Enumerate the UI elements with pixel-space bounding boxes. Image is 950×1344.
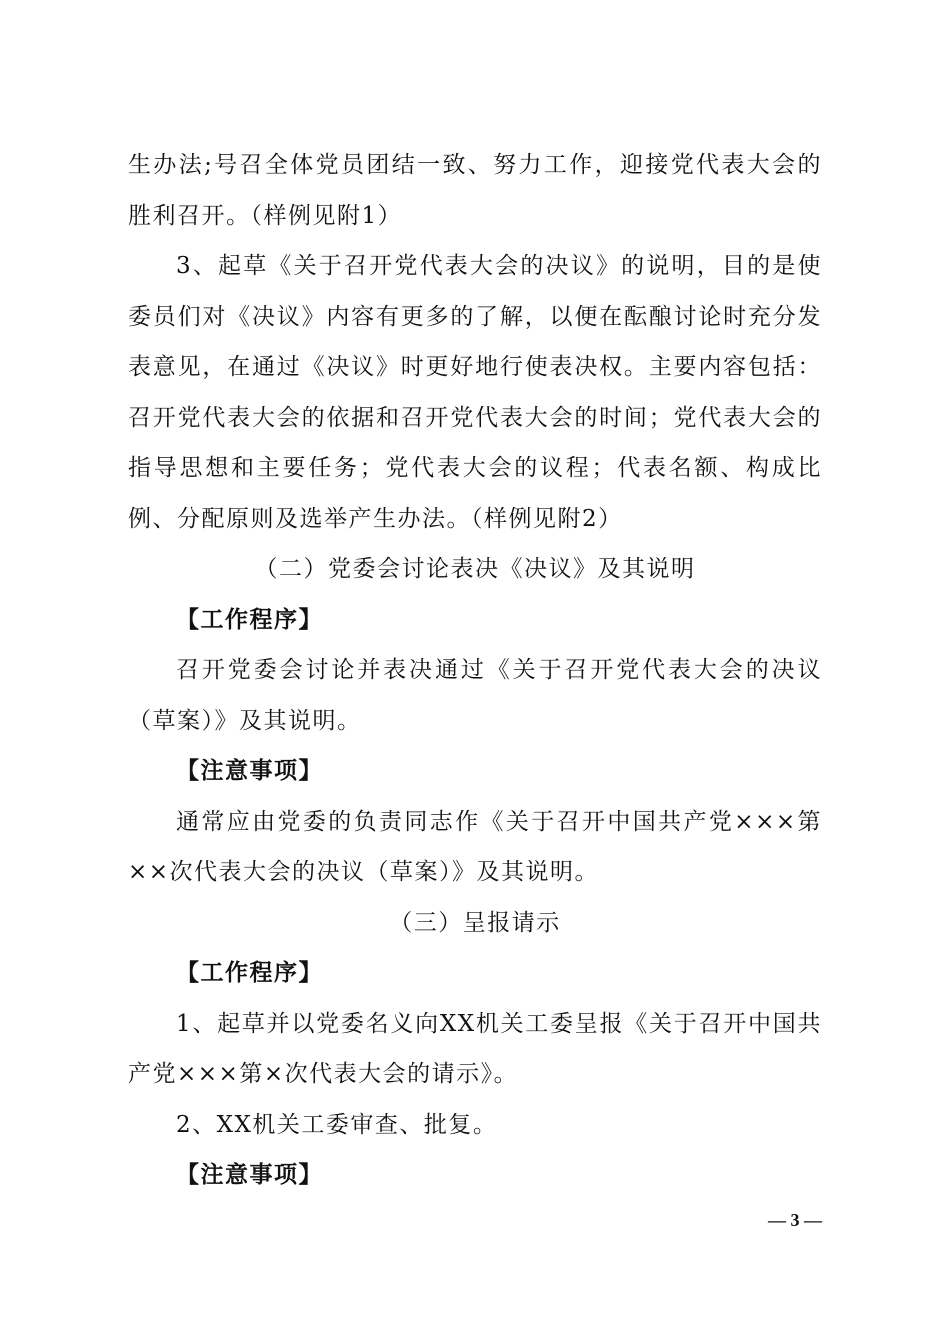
body-paragraph: 召开党委会讨论并表决通过《关于召开党代表大会的决议（草案）》及其说明。	[128, 657, 822, 734]
subheading-notes: 【注意事项】	[176, 1162, 323, 1188]
section-heading: （二）党委会讨论表决《决议》及其说明	[254, 556, 696, 582]
page-number: — 3 —	[768, 1210, 822, 1230]
body-paragraph: 1、起草并以党委名义向XX机关工委呈报《关于召开中国共产党×××第×次代表大会的请示》。	[128, 1010, 822, 1087]
body-paragraph: 通常应由党委的负责同志作《关于召开中国共产党×××第××次代表大会的决议（草案）》及其说明。	[128, 808, 822, 885]
section-heading: （三）呈报请示	[389, 909, 561, 936]
subheading-procedure: 【工作程序】	[176, 960, 323, 986]
body-paragraph: 2、XX机关工委审查、批复。	[176, 1111, 498, 1138]
subheading-notes: 【注意事项】	[176, 758, 323, 784]
body-paragraph: 生办法;号召全体党员团结一致、努力工作，迎接党代表大会的胜利召开。（样例见附1）	[128, 152, 822, 229]
document-body	[128, 140, 822, 1201]
subheading-procedure: 【工作程序】	[176, 606, 323, 633]
body-paragraph: 3、起草《关于召开党代表大会的决议》的说明，目的是使委员们对《决议》内容有更多的了解，以便在酝酿讨论时充分发表意见，在通过《决议》时更好地行使表决权。主要内容包括：召开党代表大会的依据和召开党代表大会的时间；党代表大会的指导思想和主要任务；党代表大会的议程；代表名额、构成比例、分配原则及选举产生办法。（样例见附2）	[128, 253, 822, 532]
